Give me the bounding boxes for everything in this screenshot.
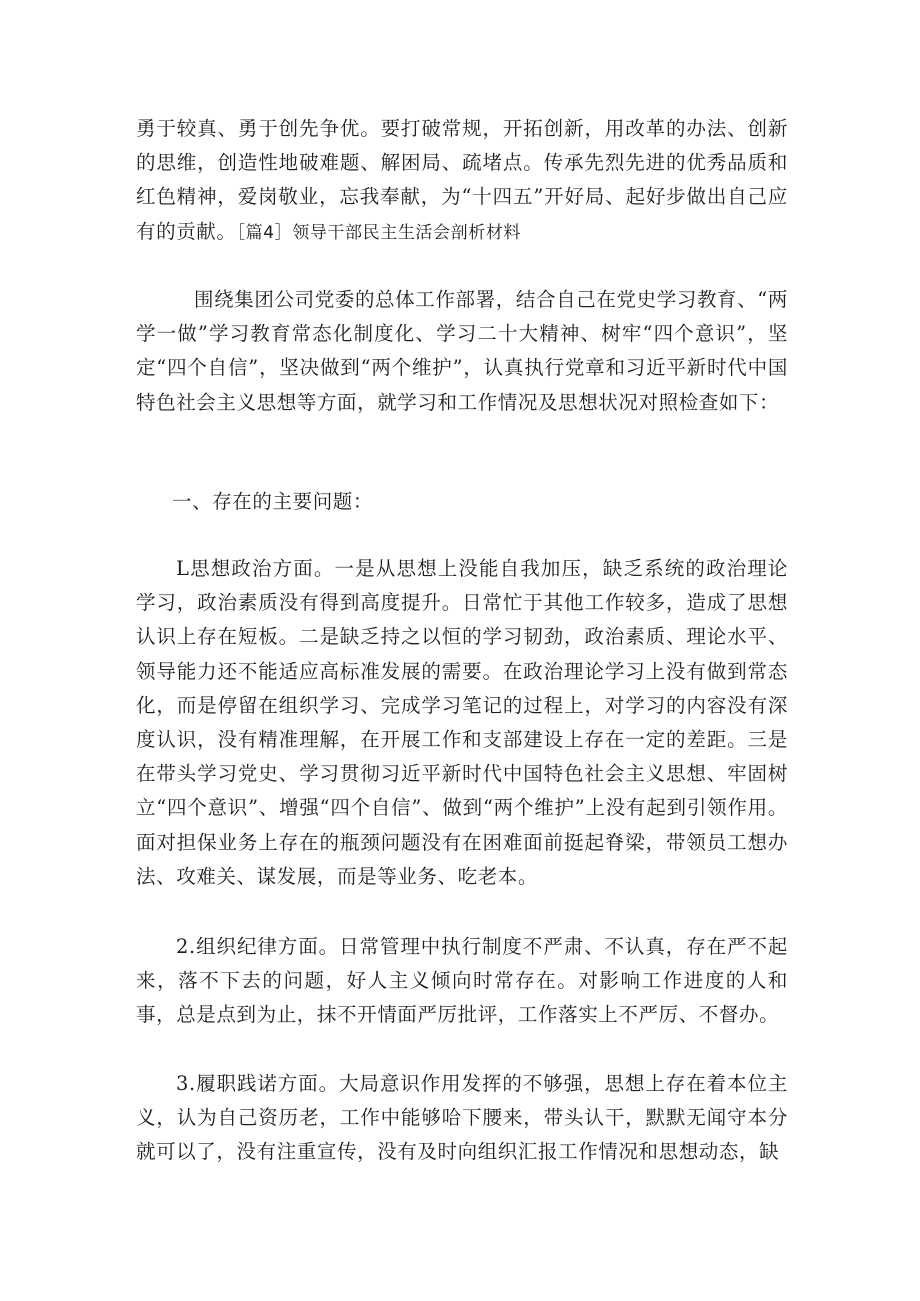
paragraph-closing xyxy=(136,112,788,250)
paragraph-closing-text: 勇于较真、勇于创先争优。要打破常规，开拓创新，用改革的办法、创新的思维，创造性地破难题、解困局、疏堵点。传承先烈先进的优秀品质和红色精神，爱岗敬业，忘我奉献，为“十四五”开好局、起好步做出自己应有的贡献。 xyxy=(136,117,788,243)
paragraph-item-2-discipline: 2.组织纪律方面。日常管理中执行制度不严肃、不认真，存在严不起来，落不下去的问题，好人主义倾向时常存在。对影响工作进度的人和事，总是点到为止，抹不开情面严厉批评，工作落实上不严厉、不督办。 xyxy=(136,935,788,1027)
paragraph-item-1-political: L思想政治方面。一是从思想上没能自我加压，缺乏系统的政治理论学习，政治素质没有得到高度提升。日常忙于其他工作较多，造成了思想认识上存在短板。二是缺乏持之以恒的学习韧劲，政治素质、理论水平、领导能力还不能适应高标准发展的需要。在政治理论学习上没有做到常态化，而是停留在组织学习、完成学习笔记的过程上，对学习的内容没有深度认识，没有精准理解，在开展工作和支部建设上存在一定的差距。三是在带头学习党史、学习贯彻习近平新时代中国特色社会主义思想、牢固树立“四个意识”、增强“四个自信”、做到“两个维护”上没有起到引领作用。面对担保业务上存在的瓶颈问题没有在困难面前挺起脊梁，带领员工想办法、攻难关、谋发展，而是等业务、吃老本。 xyxy=(136,557,788,888)
paragraph-item-3-duty: 3.履职践诺方面。大局意识作用发挥的不够强，思想上存在着本位主义，认为自己资历老，工作中能够哈下腰来，带头认干，默默无闻守本分就可以了，没有注重宣传，没有及时向组织汇报工作情况和思想动态，缺 xyxy=(136,1072,788,1164)
section-heading-tag: ［篇4］领导干部民主生活会剖析材料 xyxy=(236,222,522,243)
section-heading-main-problems: 一、存在的主要问题： xyxy=(172,490,374,513)
paragraph-intro: 围绕集团公司党委的总体工作部署，结合自己在党史学习教育、“两学一做”学习教育常态化制度化、学习二十大精神、树牢“四个意识”，坚定“四个自信”，坚决做到“两个维护”，认真执行党章和习近平新时代中国特色社会主义思想等方面，就学习和工作情况及思想状况对照检查如下： xyxy=(136,288,788,414)
